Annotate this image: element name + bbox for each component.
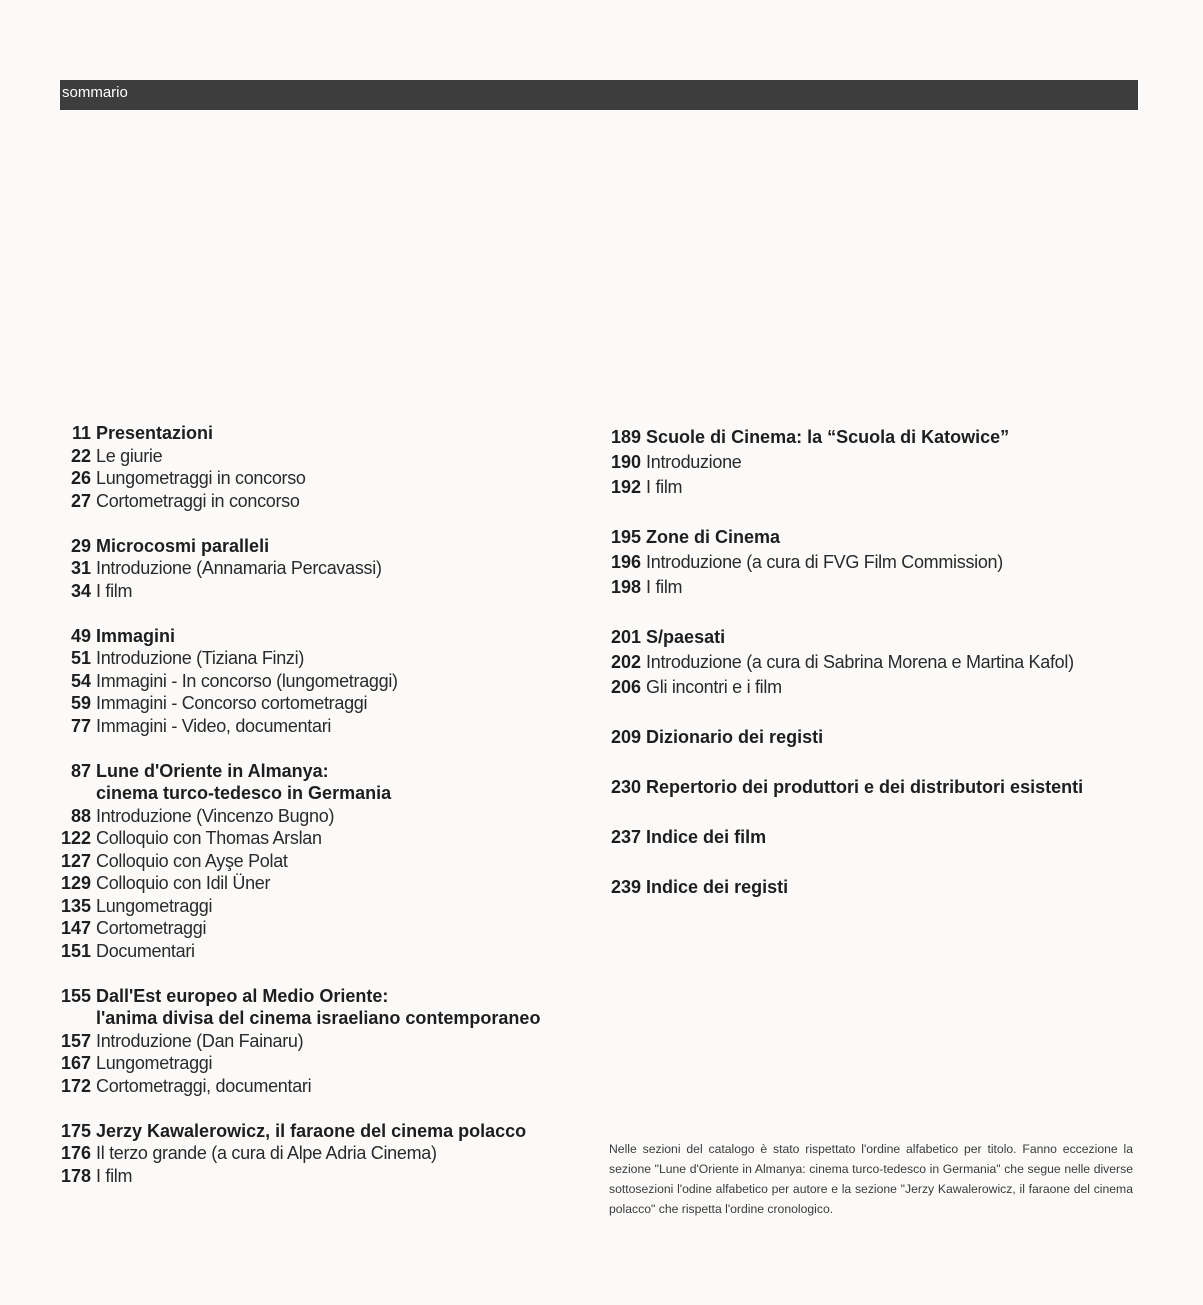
page-number: 88: [70, 805, 91, 826]
group-spacer: [611, 800, 1171, 825]
page-number: 135: [60, 895, 91, 916]
toc-entry: [611, 450, 1171, 475]
entry-title: Cortometraggi, documentari: [96, 1075, 312, 1096]
page-number: 129: [60, 873, 91, 893]
entry-title: Immagini - Concorso cortometraggi: [96, 693, 368, 713]
page-number: 172: [60, 1075, 91, 1096]
entry-title: I film: [96, 1165, 133, 1186]
page-number: 122: [60, 828, 91, 848]
toc-entry: [58, 850, 578, 873]
entry-title: I film: [646, 577, 683, 597]
toc-section-heading: [58, 625, 578, 648]
page-number: 196: [611, 552, 642, 572]
page-number: 31: [70, 558, 91, 578]
group-spacer: [58, 962, 578, 985]
page-number: 155: [60, 985, 91, 1006]
entry-title: Indice dei registi: [646, 877, 789, 897]
page-number: 190: [611, 452, 642, 472]
page-number: 230: [611, 777, 642, 797]
page-number: 49: [70, 625, 91, 646]
toc-entry: [58, 715, 578, 738]
entry-title: Introduzione (Dan Fainaru): [96, 1030, 304, 1051]
toc-entry: [58, 895, 578, 918]
entry-title: Colloquio con Thomas Arslan: [96, 828, 322, 848]
entry-title: Introduzione (Tiziana Finzi): [96, 648, 305, 668]
page-number: 34: [70, 580, 91, 601]
toc-entry: [58, 1030, 578, 1053]
toc-right-column: [611, 425, 1171, 900]
entry-title: Immagini - In concorso (lungometraggi): [96, 670, 398, 691]
toc-section-heading: [58, 1007, 578, 1030]
page-number: 22: [70, 445, 91, 466]
toc-group: [58, 985, 578, 1098]
entry-title: Lungometraggi: [96, 1053, 213, 1073]
page-number: 176: [60, 1143, 91, 1163]
toc-entry: [58, 580, 578, 603]
toc-entry: [58, 692, 578, 715]
entry-title: Dall'Est europeo al Medio Oriente:: [96, 985, 389, 1006]
entry-title: Indice dei film: [646, 827, 767, 847]
entry-title: Colloquio con Ayşe Polat: [96, 850, 288, 871]
toc-entry: [58, 670, 578, 693]
group-spacer: [611, 750, 1171, 775]
page-number: 157: [60, 1030, 91, 1051]
toc-entry: [58, 1165, 578, 1188]
toc-entry: [58, 805, 578, 828]
page-number: 87: [70, 760, 91, 781]
entry-title: Introduzione (Vincenzo Bugno): [96, 805, 335, 826]
toc-entry: [611, 575, 1171, 600]
toc-entry: [58, 490, 578, 513]
page-number: 167: [60, 1053, 91, 1073]
group-spacer: [611, 500, 1171, 525]
toc-entry: [58, 827, 578, 850]
toc-group: [58, 625, 578, 738]
entry-title: Scuole di Cinema: la “Scuola di Katowice”: [646, 427, 1010, 447]
toc-group: [611, 875, 1171, 900]
entry-title: Microcosmi paralleli: [96, 535, 270, 556]
entry-title: Immagini: [96, 625, 176, 646]
entry-title: l'anima divisa del cinema israeliano contemporaneo: [96, 1008, 541, 1028]
entry-title: Colloquio con Idil Üner: [96, 873, 271, 893]
toc-section-heading: [58, 760, 578, 783]
toc-section-heading: [611, 775, 1171, 800]
toc-section-heading: [611, 825, 1171, 850]
page-number: 189: [611, 427, 642, 447]
toc-group: [58, 535, 578, 603]
toc-section-heading: [58, 422, 578, 445]
toc-section-heading: [58, 782, 578, 805]
toc-entry: [58, 467, 578, 490]
page-number: 175: [60, 1120, 91, 1141]
toc-entry: [611, 550, 1171, 575]
toc-entry: [58, 647, 578, 670]
page-number: 77: [70, 715, 91, 736]
toc-section-heading: [611, 725, 1171, 750]
section-title: sommario: [62, 84, 128, 101]
group-spacer: [58, 737, 578, 760]
page-number: 127: [60, 850, 91, 871]
toc-left-column: [58, 422, 578, 1187]
toc-entry: [611, 675, 1171, 700]
toc-entry: [58, 557, 578, 580]
page-number: 178: [60, 1165, 91, 1186]
page-number: 201: [611, 627, 642, 647]
toc-entry: [611, 650, 1171, 675]
page-number: 239: [611, 877, 642, 897]
toc-group: [58, 760, 578, 963]
entry-title: I film: [646, 477, 683, 497]
toc-group: [611, 525, 1171, 600]
entry-title: Gli incontri e i film: [646, 677, 782, 697]
entry-title: Dizionario dei registi: [646, 727, 824, 747]
toc-group: [58, 1120, 578, 1188]
group-spacer: [611, 850, 1171, 875]
entry-title: S/paesati: [646, 627, 726, 647]
entry-title: I film: [96, 580, 133, 601]
group-spacer: [611, 700, 1171, 725]
entry-title: Introduzione (a cura di Sabrina Morena e Martina Kafol): [646, 652, 1074, 672]
toc-entry: [58, 872, 578, 895]
entry-title: Introduzione: [646, 452, 742, 472]
page-number: 198: [611, 577, 642, 597]
toc-group: [611, 725, 1171, 750]
toc-entry: [58, 1075, 578, 1098]
entry-title: Cortometraggi in concorso: [96, 490, 300, 511]
page-number: 51: [70, 648, 91, 668]
page-number: 151: [60, 940, 91, 961]
toc-group: [611, 825, 1171, 850]
entry-title: Lune d'Oriente in Almanya:: [96, 760, 329, 781]
section-header-bar: [60, 80, 1138, 110]
toc-section-heading: [611, 625, 1171, 650]
entry-title: Cortometraggi: [96, 918, 207, 938]
page-number: 26: [70, 468, 91, 488]
entry-title: Documentari: [96, 940, 195, 961]
group-spacer: [58, 1097, 578, 1120]
toc-section-heading: [58, 1120, 578, 1143]
page-number: 29: [70, 535, 91, 556]
page-number: 206: [611, 677, 642, 697]
page-number: 11: [71, 423, 91, 443]
group-spacer: [611, 600, 1171, 625]
entry-title: Lungometraggi: [96, 895, 213, 916]
page-number: 237: [611, 827, 642, 847]
page-number: 202: [611, 652, 642, 672]
page-number: 195: [611, 527, 642, 547]
toc-entry: [58, 1142, 578, 1165]
entry-title: Introduzione (Annamaria Percavassi): [96, 558, 382, 578]
entry-title: Immagini - Video, documentari: [96, 715, 332, 736]
toc-entry: [58, 445, 578, 468]
entry-title: Jerzy Kawalerowicz, il faraone del cinema polacco: [96, 1120, 527, 1141]
page-number: 27: [70, 490, 91, 511]
entry-title: Presentazioni: [96, 423, 214, 443]
toc-section-heading: [58, 985, 578, 1008]
toc-section-heading: [611, 425, 1171, 450]
toc-group: [611, 775, 1171, 800]
page-number: 59: [70, 693, 91, 713]
toc-entry: [58, 940, 578, 963]
toc-section-heading: [58, 535, 578, 558]
toc-section-heading: [611, 525, 1171, 550]
page-number: 209: [611, 727, 642, 747]
page-number: 54: [70, 670, 91, 691]
entry-title: cinema turco-tedesco in Germania: [96, 783, 392, 803]
entry-title: Zone di Cinema: [646, 527, 781, 547]
group-spacer: [58, 602, 578, 625]
entry-title: Il terzo grande (a cura di Alpe Adria Cinema): [96, 1143, 437, 1163]
toc-entry: [58, 917, 578, 940]
catalog-note: Nelle sezioni del catalogo è stato rispettato l'ordine alfabetico per titolo. Fanno eccezione la sezione "Lune d'Oriente in Almanya: cinema turco-tedesco in Germania" che segue nelle diverse sottosezioni l'odine alfabetico per autore e la sezione "Jerzy Kawalerowicz, il faraone del cinema polacco" che rispetta l'ordine cronologico.: [609, 1142, 1133, 1216]
entry-title: Introduzione (a cura di FVG Film Commission): [646, 552, 1003, 572]
toc-group: [611, 625, 1171, 700]
toc-entry: [611, 475, 1171, 500]
entry-title: Le giurie: [96, 445, 163, 466]
entry-title: Repertorio dei produttori e dei distributori esistenti: [646, 777, 1084, 797]
page-number: 147: [60, 918, 91, 938]
toc-section-heading: [611, 875, 1171, 900]
toc-entry: [58, 1052, 578, 1075]
toc-group: [611, 425, 1171, 500]
entry-title: Lungometraggi in concorso: [96, 468, 306, 488]
group-spacer: [58, 512, 578, 535]
toc-group: [58, 422, 578, 512]
page-number: 192: [611, 477, 642, 497]
